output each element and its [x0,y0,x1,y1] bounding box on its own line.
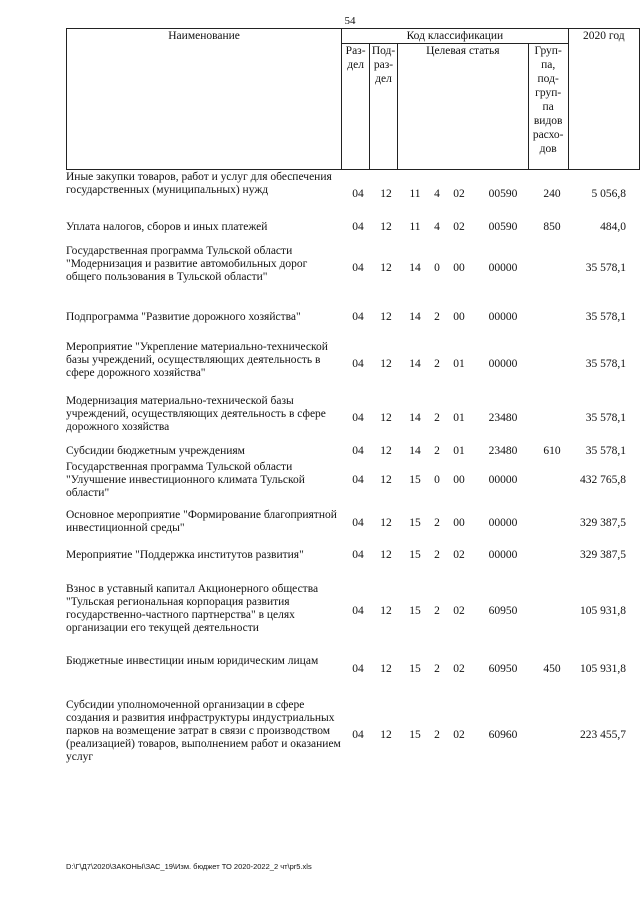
file-path-footer: D:\Г\Д7\2020\ЗАКОНЫ\ЗАС_19\Изм. бюджет ТО 2020-2022_2 чт\pr5.xls [66,862,312,871]
row-target-4: 23480 [488,445,518,457]
row-target-3: 00 [453,517,465,529]
row-razdel: 04 [352,358,364,370]
row-target-1: 11 [409,221,421,233]
row-target-4: 00000 [488,549,518,561]
row-podrazdel: 12 [380,517,392,529]
row-razdel: 04 [352,188,364,200]
row-target-3: 02 [453,663,465,675]
row-podrazdel: 12 [380,188,392,200]
row-target-4: 00590 [488,188,518,200]
row-podrazdel: 12 [380,549,392,561]
row-target-3: 01 [453,358,465,370]
row-target-1: 11 [409,188,421,200]
row-target-1: 14 [409,445,421,457]
row-sum: 5 056,8 [591,188,626,200]
row-name: Взнос в уставный капитал Акционерного общества "Тульская региональная корпорация развития государственно-частного партнерства" в целях организации его текущей деятельности [66,583,319,634]
row-podrazdel: 12 [380,412,392,424]
row-podrazdel: 12 [380,262,392,274]
row-target-3: 00 [453,474,465,486]
row-target-2: 2 [434,605,440,617]
row-podrazdel: 12 [380,729,392,741]
row-target-3: 02 [453,221,465,233]
row-name: Модернизация материально-технической базы учреждений, осуществляющих деятельность в сфере дорожного хозяйства [66,395,326,433]
row-name: Мероприятие "Поддержка институтов развития" [66,549,304,561]
row-target-1: 15 [409,663,421,675]
row-target-4: 00000 [488,474,518,486]
row-sum: 329 387,5 [580,549,626,561]
row-target-4: 00000 [488,517,518,529]
row-target-1: 15 [409,474,421,486]
header-kod: Код классификации [342,29,568,44]
row-sum: 35 578,1 [585,311,626,323]
row-podrazdel: 12 [380,311,392,323]
row-razdel: 04 [352,474,364,486]
row-target-3: 01 [453,445,465,457]
row-name: Уплата налогов, сборов и иных платежей [66,221,268,233]
row-podrazdel: 12 [380,605,392,617]
row-vid: 850 [543,221,561,233]
row-sum: 35 578,1 [585,262,626,274]
row-vid: 450 [543,663,561,675]
row-vid: 240 [543,188,561,200]
row-sum: 35 578,1 [585,445,626,457]
row-sum: 105 931,8 [580,605,626,617]
row-name: Подпрограмма "Развитие дорожного хозяйства" [66,311,301,323]
row-podrazdel: 12 [380,474,392,486]
row-target-4: 00000 [488,358,518,370]
row-target-4: 00000 [488,262,518,274]
row-target-2: 0 [434,474,440,486]
header-razdel: Раз- дел [342,44,370,170]
row-target-4: 60960 [488,729,518,741]
row-razdel: 04 [352,729,364,741]
header-gruppa: Груп- па, под- груп- па видов расхо- дов [528,44,568,170]
row-name: Мероприятие "Укрепление материально-технической базы учреждений, осуществляющих деятельность в сфере дорожного хозяйства" [66,341,328,379]
row-razdel: 04 [352,311,364,323]
row-target-2: 2 [434,412,440,424]
row-name: Государственная программа Тульской области "Улучшение инвестиционного климата Тульской области" [66,461,305,499]
row-sum: 432 765,8 [580,474,626,486]
row-target-2: 2 [434,549,440,561]
row-target-2: 2 [434,311,440,323]
row-target-3: 02 [453,188,465,200]
row-target-3: 00 [453,311,465,323]
row-target-2: 4 [434,188,440,200]
row-target-4: 60950 [488,605,518,617]
row-target-1: 14 [409,412,421,424]
row-target-3: 00 [453,262,465,274]
row-vid: 610 [543,445,561,457]
row-sum: 105 931,8 [580,663,626,675]
row-sum: 223 455,7 [580,729,626,741]
row-target-4: 23480 [488,412,518,424]
row-podrazdel: 12 [380,221,392,233]
row-sum: 35 578,1 [585,358,626,370]
row-name: Основное мероприятие "Формирование благоприятной инвестиционной среды" [66,509,337,534]
row-target-4: 00000 [488,311,518,323]
row-razdel: 04 [352,549,364,561]
row-sum: 35 578,1 [585,412,626,424]
table-header [66,28,640,170]
row-podrazdel: 12 [380,358,392,370]
row-target-3: 02 [453,729,465,741]
row-target-3: 01 [453,412,465,424]
header-year: 2020 год [568,29,639,170]
header-podrazdel: Под- раз- дел [370,44,398,170]
row-target-1: 15 [409,729,421,741]
row-razdel: 04 [352,412,364,424]
row-target-2: 0 [434,262,440,274]
row-target-1: 14 [409,358,421,370]
row-name: Субсидии уполномоченной организации в сфере создания и развития инфраструктуры индустриальных парков на возмещение затрат в связи с производством (реализацией) товаров, выполнением работ и оказанием услуг [66,699,341,763]
row-target-2: 4 [434,221,440,233]
row-target-1: 15 [409,517,421,529]
row-razdel: 04 [352,517,364,529]
row-target-2: 2 [434,517,440,529]
row-target-2: 2 [434,729,440,741]
row-target-3: 02 [453,549,465,561]
row-target-1: 14 [409,262,421,274]
row-target-2: 2 [434,663,440,675]
row-razdel: 04 [352,262,364,274]
row-razdel: 04 [352,445,364,457]
row-razdel: 04 [352,663,364,675]
row-target-1: 14 [409,311,421,323]
page-number: 54 [344,15,356,27]
row-name: Иные закупки товаров, работ и услуг для обеспечения государственных (муниципальных) нужд [66,171,332,196]
row-target-1: 15 [409,549,421,561]
row-target-1: 15 [409,605,421,617]
row-sum: 484,0 [600,221,626,233]
row-podrazdel: 12 [380,663,392,675]
row-name: Бюджетные инвестиции иным юридическим лицам [66,655,319,667]
row-podrazdel: 12 [380,445,392,457]
row-name: Государственная программа Тульской области "Модернизация и развитие автомобильных дорог общего пользования в Тульской области" [66,245,308,283]
row-target-3: 02 [453,605,465,617]
header-celevaya: Целевая статья [398,44,529,170]
row-razdel: 04 [352,221,364,233]
header-name: Наименование [67,29,342,170]
row-target-4: 60950 [488,663,518,675]
row-razdel: 04 [352,605,364,617]
row-target-2: 2 [434,358,440,370]
row-name: Субсидии бюджетным учреждениям [66,445,245,457]
row-sum: 329 387,5 [580,517,626,529]
row-target-2: 2 [434,445,440,457]
row-target-4: 00590 [488,221,518,233]
